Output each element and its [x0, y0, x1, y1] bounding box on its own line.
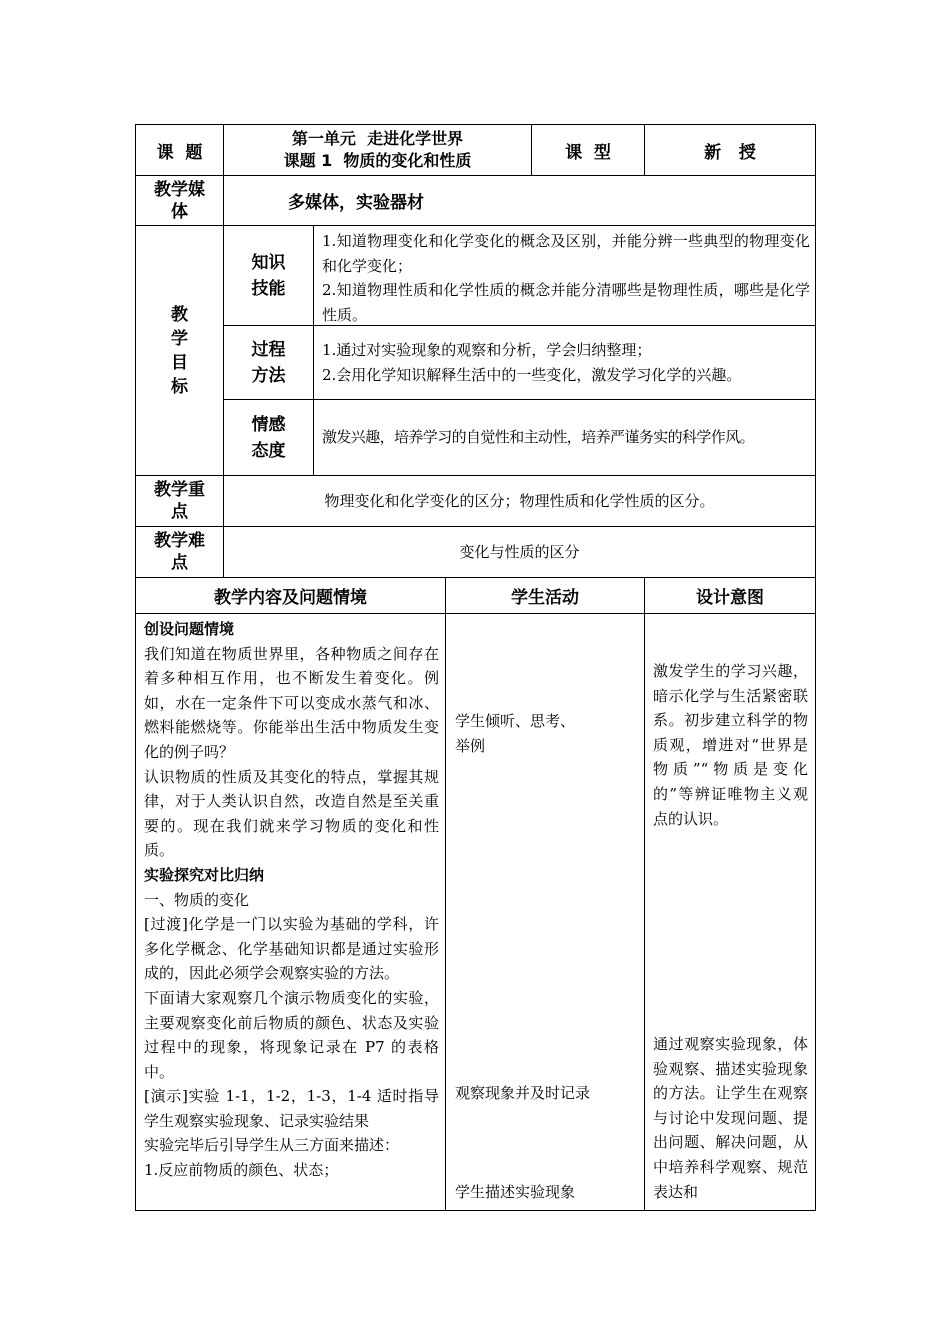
lesson-topic: [224, 125, 531, 175]
objective-label-line2: 技能: [251, 278, 286, 299]
difficulties-label-line1: 教学难: [154, 531, 205, 551]
column-header-student: [446, 578, 644, 613]
content-paragraph: 我们知道在物质世界里，各种物质之间存在着多种相互作用，也不断发生着变化。例如，水在一定条件下可以变成水蒸气和冰、燃料能燃烧等。你能举出生活中物质发生变化的例子吗？: [144, 644, 439, 761]
objective-knowledge-label: [224, 226, 313, 325]
objectives-label-char: 学: [171, 328, 188, 349]
objective-label-line1: 过程: [251, 339, 286, 360]
key-points-text: 物理变化和化学变化的区分；物理性质和化学性质的区分。: [324, 491, 715, 510]
student-activity-3: [455, 1180, 640, 1205]
objective-label-line2: 态度: [251, 440, 286, 461]
content-paragraph: 下面请大家观察几个演示物质变化的实验，主要观察变化前后物质的颜色、状态及实验过程中的现象，将现象记录在 P7 的表格中。: [144, 988, 439, 1081]
objectives-label: [136, 226, 223, 475]
objectives-label-char: 目: [171, 352, 188, 373]
content-paragraph: 1.反应前物质的颜色、状态；: [144, 1161, 339, 1180]
lesson-type-value: [645, 125, 815, 175]
topic-label: [136, 125, 223, 175]
student-activity-text: 观察现象并及时记录: [455, 1084, 591, 1102]
objective-line: 2.知道物理性质和化学性质的概念并能分清哪些是物理性质，哪些是化学性质。: [322, 281, 810, 324]
objective-process-label: [224, 326, 313, 399]
column-header-text: 学生活动: [511, 588, 579, 608]
difficulties-value: [224, 527, 815, 577]
difficulties-label: [136, 527, 223, 577]
objectives-label-char: 教: [171, 304, 188, 325]
lesson-type-label-text: 课 型: [565, 142, 611, 163]
objective-attitude-text: [322, 400, 812, 475]
objective-line: 1.知道物理变化和化学变化的概念及区别，并能分辨一些典型的物理变化和化学变化；: [322, 232, 810, 275]
objective-knowledge-text: [322, 229, 810, 325]
table-divider: [313, 225, 314, 475]
table-divider: [644, 577, 645, 1211]
media-label: [136, 176, 223, 225]
media-value-text: 多媒体，实验器材: [288, 193, 424, 213]
content-paragraph: [过渡]化学是一门以实验为基础的学科，许多化学概念、化学基础知识都是通过实验形成的，因此必须学会观察实验的方法。: [144, 915, 439, 983]
objective-line: 1.通过对实验现象的观察和分析，学会归纳整理；: [322, 341, 652, 359]
design-intent-text: 激发学生的学习兴趣，暗示化学与生活紧密联系。初步建立科学的物质观，增进对“世界是物质”“物质是变化的”等辨证唯物主义观点的认识。: [653, 662, 808, 828]
teaching-content: [144, 617, 439, 1210]
media-label-line1: 教学媒: [154, 179, 205, 200]
student-activity-text: 学生倾听、思考、: [455, 712, 576, 730]
objective-label-line1: 情感: [251, 414, 286, 435]
content-paragraph: [演示]实验 1-1，1-2，1-3，1-4 适时指导学生观察实验现象、记录实验结果: [144, 1087, 439, 1130]
objective-process-text: [322, 338, 810, 398]
column-header-design: [645, 578, 815, 613]
objective-line: 2.会用化学知识解释生活中的一些变化，激发学习化学的兴趣。: [322, 365, 742, 384]
key-points-label-line2: 点: [171, 502, 188, 522]
unit-title: 第一单元 走进化学世界: [291, 129, 464, 148]
topic-label-text: 课 题: [156, 142, 203, 163]
media-label-line2: 体: [171, 201, 188, 222]
student-activity-text: 学生描述实验现象: [455, 1183, 576, 1201]
key-points-value: [224, 476, 815, 526]
objective-label-line2: 方法: [251, 365, 286, 386]
column-header-content: [136, 578, 445, 613]
table-divider: [445, 577, 446, 1211]
section-heading: 创设问题情境: [144, 620, 235, 638]
table-border: [135, 1210, 816, 1211]
objective-attitude-label: [224, 400, 313, 475]
content-paragraph: 认识物质的性质及其变化的特点，掌握其规律，对于人类认识自然，改造自然是至关重要的。现在我们就来学习物质的变化和性质。: [144, 767, 439, 860]
student-activity-2: [455, 1081, 640, 1106]
design-intent-text: 通过观察实验现象，体验观察、描述实验现象的方法。让学生在观察与讨论中发现问题、提出问题、解决问题，从中培养科学观察、规范表达和: [653, 1035, 808, 1201]
difficulties-label-line2: 点: [171, 553, 188, 573]
design-intent-1: [653, 659, 808, 831]
media-value: [288, 176, 808, 225]
objectives-label-char: 标: [171, 376, 188, 397]
table-divider: [135, 613, 816, 614]
content-subsection: 一、物质的变化: [144, 890, 250, 909]
table-border: [815, 124, 816, 1211]
column-header-text: 教学内容及问题情境: [214, 588, 367, 608]
key-points-label-line1: 教学重: [154, 480, 205, 500]
student-activity-text: 举例: [455, 736, 486, 755]
lesson-title: 课题 1 物质的变化和性质: [283, 151, 472, 170]
objective-line: 激发兴趣，培养学习的自觉性和主动性，培养严谨务实的科学作风。: [322, 428, 755, 447]
design-intent-2: [653, 1032, 808, 1209]
column-header-text: 设计意图: [696, 588, 764, 608]
lesson-type-label: [532, 125, 644, 175]
key-points-label: [136, 476, 223, 526]
student-activity-1: [455, 709, 640, 758]
difficulties-text: 变化与性质的区分: [459, 542, 580, 561]
content-paragraph: 实验完毕后引导学生从三方面来描述：: [144, 1136, 400, 1155]
objective-label-line1: 知识: [251, 252, 286, 273]
lesson-type-value-text: 新 授: [704, 142, 756, 163]
section-heading: 实验探究对比归纳: [144, 865, 265, 884]
